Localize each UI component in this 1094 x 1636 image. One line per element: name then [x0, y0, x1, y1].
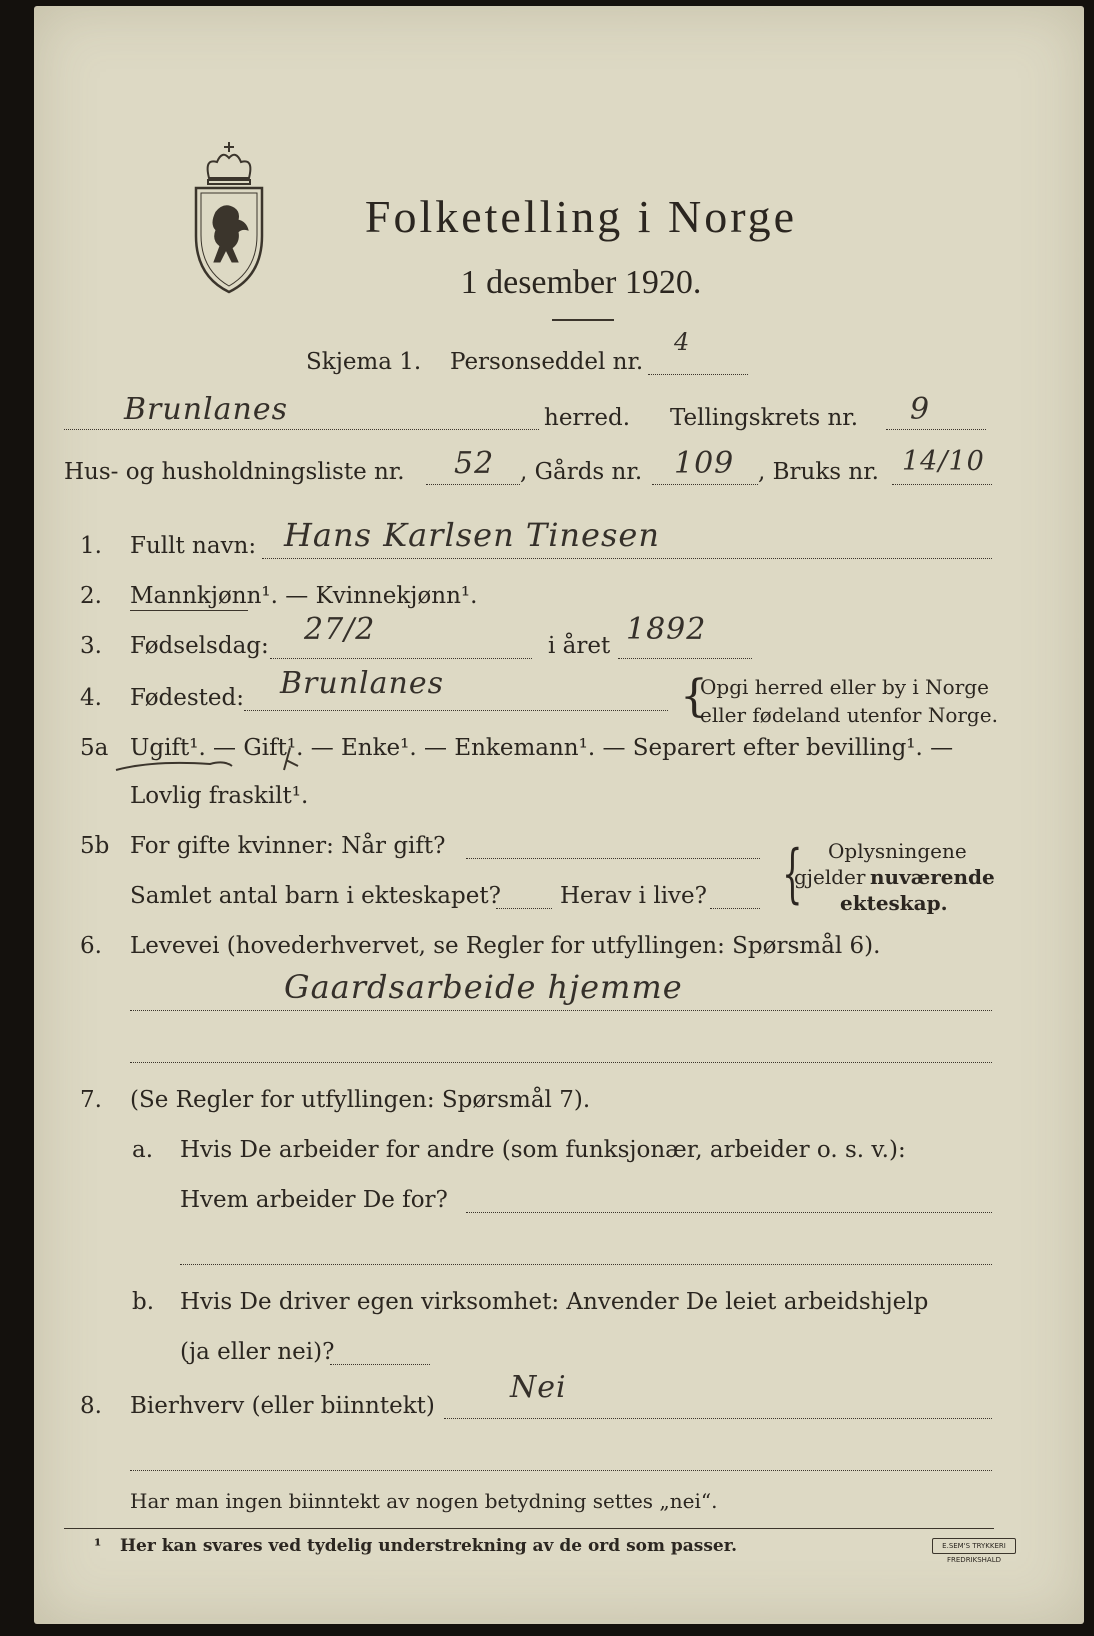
marital-status-options-2[interactable]: Lovlig fraskilt¹. [130, 783, 309, 809]
year-label: i året [548, 633, 611, 659]
q3-number: 3. [80, 633, 102, 659]
schema-label: Skjema 1. [306, 349, 422, 375]
side-income-value[interactable]: Nei [510, 1370, 567, 1405]
birth-year-value[interactable]: 1892 [626, 612, 707, 647]
occupation-label: Levevei (hovederhvervet, se Regler for utfyllingen: Spørsmål 6). [130, 933, 881, 959]
q3-label: Fødselsdag: [130, 633, 269, 659]
herred-value[interactable]: Brunlanes [124, 392, 288, 427]
side-income-label: Bierhverv (eller biinntekt) [130, 1393, 435, 1419]
herred-label: herred. [544, 405, 631, 431]
children-alive-label: Herav i live? [560, 883, 707, 909]
birthplace-note-2: eller fødeland utenfor Norge. [700, 703, 998, 727]
personseddel-label: Personseddel nr. [450, 349, 644, 375]
gender-underline-mark [130, 610, 248, 611]
birthplace-note-1: Opgi herred eller by i Norge [700, 675, 989, 699]
birthplace-value[interactable]: Brunlanes [280, 666, 444, 701]
full-name-line [262, 558, 992, 559]
when-married-label: For gifte kvinner: Når gift? [130, 833, 446, 859]
marriage-note-2a: gjelder [794, 865, 866, 889]
gards-value[interactable]: 109 [674, 446, 735, 481]
birthplace-note-brace: { [680, 671, 708, 722]
bruks-line [892, 484, 992, 485]
bruks-label: , Bruks nr. [758, 459, 879, 485]
side-income-line-2 [130, 1470, 992, 1471]
footnote-mark: ¹ [94, 1536, 102, 1556]
census-date: 1 desember 1920. [460, 264, 702, 301]
employer-line-2 [180, 1264, 992, 1265]
birth-year-line [618, 658, 752, 659]
occupation-line-1 [130, 1010, 992, 1011]
children-alive-line [710, 908, 760, 909]
full-name-value[interactable]: Hans Karlsen Tinesen [284, 516, 660, 554]
q6-number: 6. [80, 933, 102, 959]
hus-value[interactable]: 52 [454, 446, 495, 481]
census-form-sheet [34, 6, 1084, 1624]
birthplace-line [244, 710, 668, 711]
ugift-underline-mark [114, 740, 304, 780]
footnote-divider [64, 1528, 994, 1529]
hired-help-label: (ja eller nei)? [180, 1339, 335, 1365]
gender-options[interactable]: Mannkjønn¹. — Kvinnekjønn¹. [130, 583, 478, 609]
q1-label: Fullt navn: [130, 533, 257, 559]
hus-label: Hus- og husholdningsliste nr. [64, 459, 405, 485]
children-total-line [496, 908, 552, 909]
marriage-note-1: Oplysningene [828, 839, 967, 863]
gards-label: , Gårds nr. [520, 459, 643, 485]
q4-number: 4. [80, 685, 102, 711]
printer-stamp: E.SEM'S TRYKKERI FREDRIKSHALD [932, 1538, 1016, 1554]
bruks-value[interactable]: 14/10 [902, 446, 985, 477]
q7b-letter: b. [132, 1289, 155, 1315]
q7a-label: Hvis De arbeider for andre (som funksjonær, arbeider o. s. v.): [180, 1137, 906, 1163]
q4-label: Fødested: [130, 685, 245, 711]
side-income-line-1 [444, 1418, 992, 1419]
tellingskrets-line [886, 429, 986, 430]
q7-label: (Se Regler for utfyllingen: Spørsmål 7). [130, 1087, 591, 1113]
footnote-text: Her kan svares ved tydelig understrekning av de ord som passer. [120, 1536, 738, 1556]
q7-number: 7. [80, 1087, 102, 1113]
q5b-number: 5b [80, 833, 110, 859]
q7b-label: Hvis De driver egen virksomhet: Anvender De leiet arbeidshjelp [180, 1289, 929, 1315]
when-married-line [466, 858, 760, 859]
occupation-value[interactable]: Gaardsarbeide hjemme [284, 968, 683, 1006]
title-divider [552, 319, 614, 321]
q5a-number: 5a [80, 735, 109, 761]
hired-help-line [330, 1364, 430, 1365]
marriage-note-brace: { [782, 837, 803, 911]
hus-line [426, 484, 520, 485]
tellingskrets-value[interactable]: 9 [910, 392, 931, 427]
q1-number: 1. [80, 533, 102, 559]
marriage-note-3: ekteskap. [840, 891, 948, 915]
birthday-value[interactable]: 27/2 [304, 612, 376, 647]
marital-status-options[interactable]: Ugift¹. — Gift¹. — Enke¹. — Enkemann¹. — Separert efter bevilling¹. — [130, 735, 954, 761]
children-total-label: Samlet antal barn i ekteskapet? [130, 883, 501, 909]
employer-label: Hvem arbeider De for? [180, 1187, 448, 1213]
side-income-note: Har man ingen biinntekt av nogen betydning settes „nei“. [130, 1489, 718, 1513]
q2-number: 2. [80, 583, 102, 609]
herred-line [64, 429, 539, 430]
occupation-line-2 [130, 1062, 992, 1063]
employer-line-1 [466, 1212, 992, 1213]
marriage-note-2b: nuværende [870, 865, 995, 889]
gards-line [652, 484, 758, 485]
birthday-line [270, 658, 532, 659]
q8-number: 8. [80, 1393, 102, 1419]
tellingskrets-label: Tellingskrets nr. [670, 405, 859, 431]
personseddel-line [648, 374, 748, 375]
q7a-letter: a. [132, 1137, 154, 1163]
personseddel-value[interactable]: 4 [674, 328, 691, 356]
form-title: Folketelling i Norge [364, 191, 798, 242]
